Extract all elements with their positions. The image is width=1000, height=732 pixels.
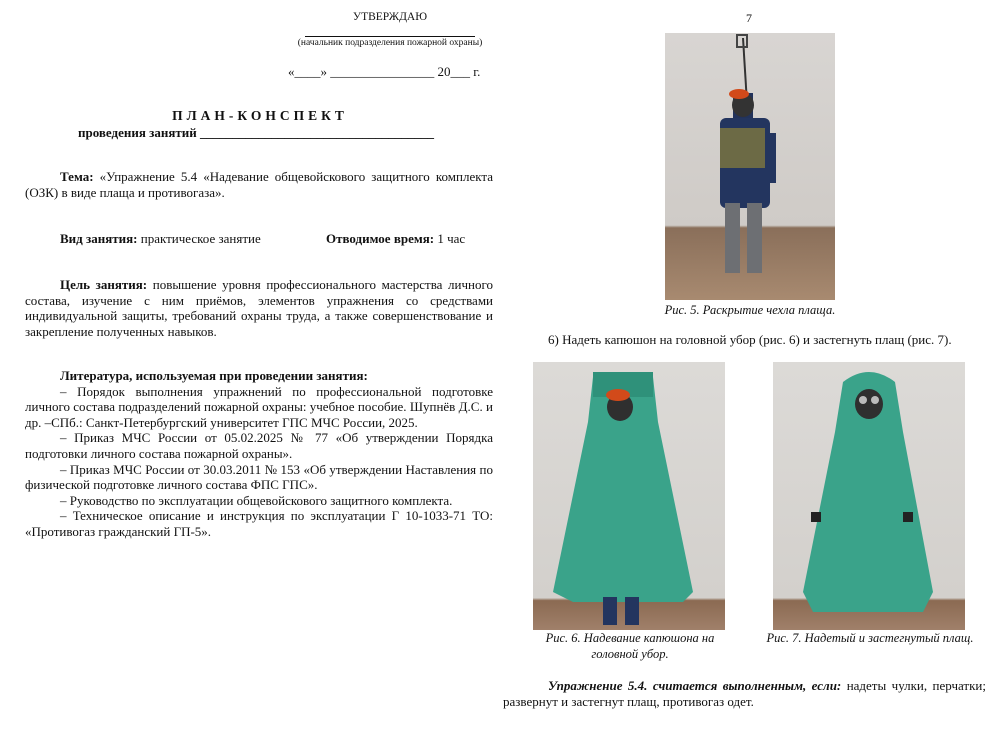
allotted-time-label: Отводимое время: bbox=[326, 231, 435, 246]
topic-text: «Упражнение 5.4 «Надевание общевойскового защитного комплекта (ОЗК) в виде плаща и противогаза». bbox=[25, 169, 493, 200]
literature-item: – Руководство по эксплуатации общевойскового защитного комплекта. bbox=[60, 492, 453, 508]
signature-line bbox=[305, 36, 475, 37]
figure-6-caption: Рис. 6. Надевание капюшона на головной убор. bbox=[545, 631, 715, 661]
literature-item: – Приказ МЧС России от 05.02.2025 № 77 «Об утверждении Порядка подготовки личного состава пожарной охраны». bbox=[25, 430, 493, 461]
literature-section bbox=[25, 368, 493, 540]
completion-criteria bbox=[503, 678, 986, 710]
lesson-type-value: практическое занятие bbox=[137, 231, 261, 246]
figure-7-photo bbox=[773, 362, 965, 630]
goal-paragraph bbox=[25, 277, 493, 339]
step-6-text: 6) Надеть капюшон на головной убор (рис. 6) и застегнуть плащ (рис. 7). bbox=[548, 332, 952, 347]
completion-label: Упражнение 5.4. считается выполненным, если: bbox=[548, 678, 842, 693]
literature-item: – Порядок выполнения упражнений по профессиональной подготовке личного состава подразделений пожарной охраны: учебное пособие. Шупнёв Д.С. и др. –СПб.: Санкт-Петербургский университет ГПС МЧС России, 2025. bbox=[25, 383, 493, 430]
page-number: 7 bbox=[746, 11, 752, 25]
allotted-time bbox=[326, 231, 465, 247]
allotted-time-value: 1 час bbox=[434, 231, 466, 246]
figure-5-caption: Рис. 5. Раскрытие чехла плаща. bbox=[664, 303, 836, 317]
document-title: ПЛАН-КОНСПЕКТ bbox=[172, 108, 348, 123]
completion-text: надеты чулки, перчатки; развернут и застегнут плащ, противогаз одет. bbox=[503, 678, 986, 709]
lesson-type-label: Вид занятия: bbox=[60, 231, 138, 246]
topic-label: Тема: bbox=[60, 169, 94, 184]
figure-5-photo bbox=[665, 33, 835, 300]
approver-caption: (начальник подразделения пожарной охраны) bbox=[297, 38, 483, 48]
approve-label: УТВЕРЖДАЮ bbox=[352, 11, 428, 23]
literature-item: – Техническое описание и инструкция по эксплуатации Г 10-1033-71 ТО: «Противогаз гражданский ГП-5». bbox=[25, 508, 493, 539]
document-subtitle: проведения занятий ____________________________________ bbox=[78, 125, 434, 140]
topic-paragraph bbox=[25, 169, 493, 200]
goal-text: повышение уровня профессионального мастерства личного состава, изучение с ним приёмов, элементов упражнения со средствами индивидуальной защиты, требований охраны труда, а также совершенствование и закрепление полученных навыков. bbox=[25, 277, 493, 339]
lesson-type bbox=[60, 231, 261, 247]
date-line: «____» ________________ 20___ г. bbox=[288, 64, 481, 79]
literature-item: – Приказ МЧС России от 30.03.2011 № 153 «Об утверждении Наставления по физической подготовке личного состава ФПС ГПС». bbox=[25, 461, 493, 493]
figure-6-photo bbox=[533, 362, 725, 630]
goal-label: Цель занятия: bbox=[60, 277, 148, 292]
figure-7-caption: Рис. 7. Надетый и застегнутый плащ. bbox=[766, 631, 974, 645]
literature-heading: Литература, используемая при проведении занятия: bbox=[60, 368, 368, 383]
